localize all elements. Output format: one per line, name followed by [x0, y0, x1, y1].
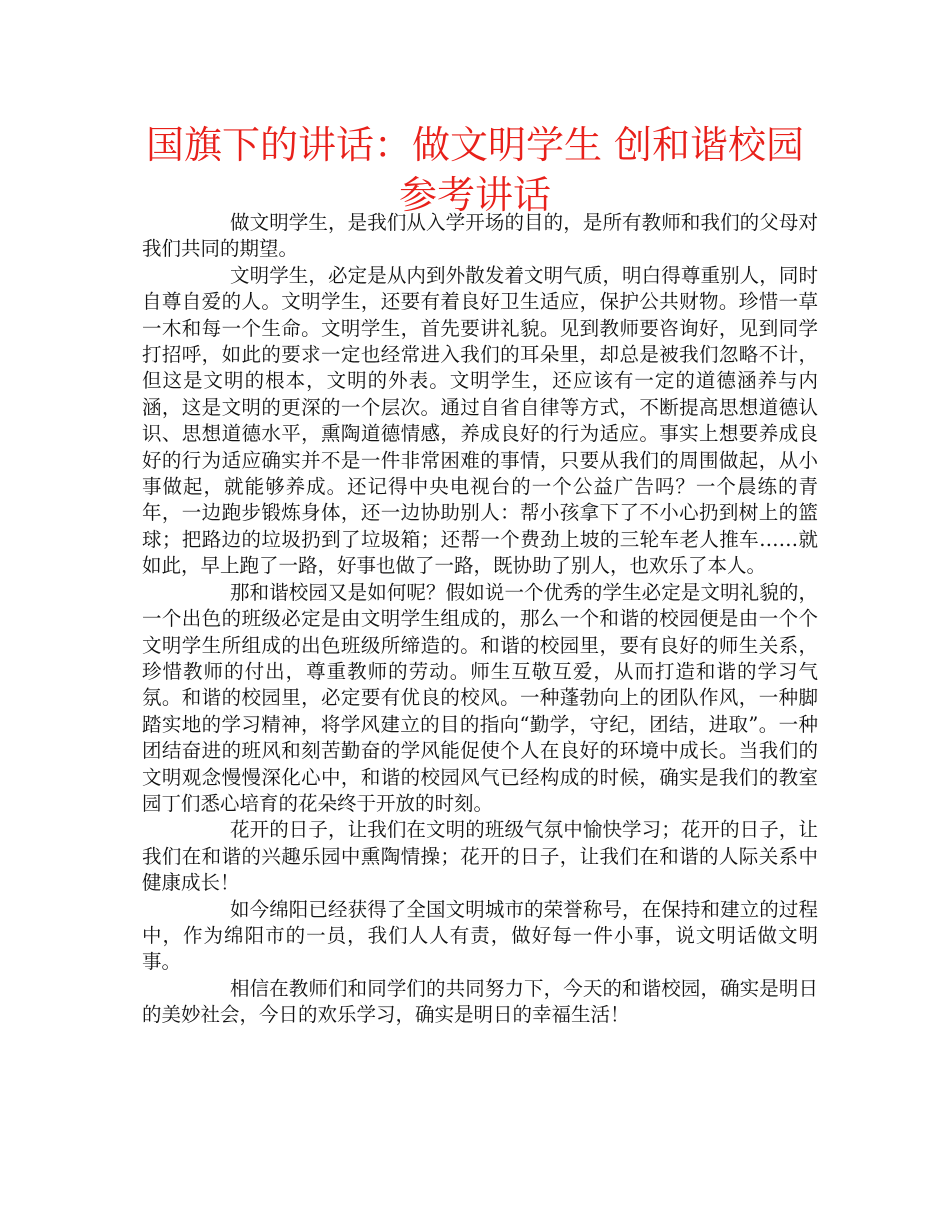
paragraph-5: 如今绵阳已经获得了全国文明城市的荣誉称号，在保持和建立的过程中，作为绵阳市的一员，我们人人有责，做好每一件小事，说文明话做文明事。	[142, 897, 818, 974]
document-body	[142, 210, 818, 1029]
document-title: 国旗下的讲话：做文明学生 创和谐校园参考讲话	[145, 123, 805, 217]
paragraph-2: 文明学生，必定是从内到外散发着文明气质，明白得尊重别人，同时自尊自爱的人。文明学生，还要有着良好卫生适应，保护公共财物。珍惜一草一木和每一个生命。文明学生，首先要讲礼貌。见到教师要咨询好，见到同学打招呼，如此的要求一定也经常进入我们的耳朵里，却总是被我们忽略不计，但这是文明的根本，文明的外表。文明学生，还应该有一定的道德涵养与内涵，这是文明的更深的一个层次。通过自省自律等方式，不断提高思想道德认识、思想道德水平，熏陶道德情感，养成良好的行为适应。事实上想要养成良好的行为适应确实并不是一件非常困难的事情，只要从我们的周围做起，从小事做起，就能够养成。还记得中央电视台的一个公益广告吗？一个晨练的青年，一边跑步锻炼身体，还一边协助别人：帮小孩拿下了不小心扔到树上的篮球；把路边的垃圾扔到了垃圾箱；还帮一个费劲上坡的三轮车老人推车……就如此，早上跑了一路，好事也做了一路，既协助了别人，也欢乐了本人。	[142, 263, 818, 578]
paragraph-1: 做文明学生，是我们从入学开场的目的，是所有教师和我们的父母对我们共同的期望。	[142, 211, 818, 261]
paragraph-6: 相信在教师们和同学们的共同努力下，今天的和谐校园，确实是明日的美妙社会，今日的欢乐学习，确实是明日的幸福生活！	[142, 976, 818, 1027]
paragraph-3: 那和谐校园又是如何呢？假如说一个优秀的学生必定是文明礼貌的，一个出色的班级必定是由文明学生组成的，那么一个和谐的校园便是由一个个文明学生所组成的出色班级所缔造的。和谐的校园里，要有良好的师生关系，珍惜教师的付出，尊重教师的劳动。师生互敬互爱，从而打造和谐的学习气氛。和谐的校园里，必定要有优良的校风。一种蓬勃向上的团队作风，一种脚踏实地的学习精神，将学风建立的目的指向“勤学，守纪，团结，进取”。一种团结奋进的班风和刻苦勤奋的学风能促使个人在良好的环境中成长。当我们的文明观念慢慢深化心中，和谐的校园风气已经构成的时候，确实是我们的教室园丁们悉心培育的花朵终于开放的时刻。	[142, 580, 818, 815]
paragraph-4: 花开的日子，让我们在文明的班级气氛中愉快学习；花开的日子，让我们在和谐的兴趣乐园中熏陶情操；花开的日子，让我们在和谐的人际关系中健康成长！	[142, 818, 818, 895]
